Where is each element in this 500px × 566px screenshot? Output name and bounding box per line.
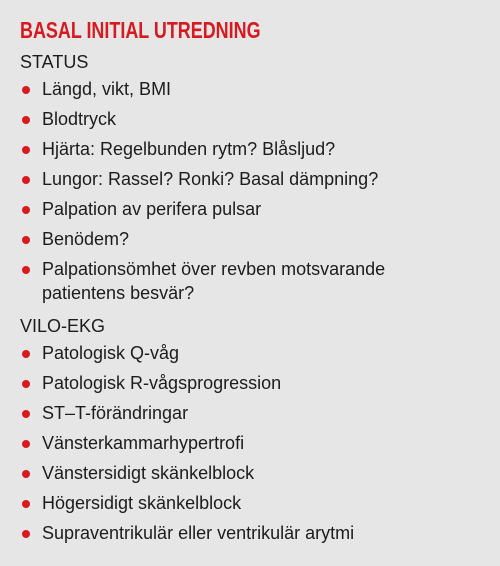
list-item: Lungor: Rassel? Ronki? Basal dämpning? [20, 167, 480, 191]
list-item: Patologisk R-vågsprogression [20, 371, 480, 395]
bullet-icon [22, 440, 30, 448]
bullet-icon [22, 410, 30, 418]
bullet-icon [22, 266, 30, 274]
list-item: Benödem? [20, 227, 480, 251]
bullet-icon [22, 236, 30, 244]
list-item: Vänsterkammarhypertrofi [20, 431, 480, 455]
list-item: Längd, vikt, BMI [20, 77, 480, 101]
list-item: Blodtryck [20, 107, 480, 131]
bullet-icon [22, 86, 30, 94]
list-item: Palpationsömhet över revben motsvarande patientens besvär? [20, 257, 480, 305]
section-heading-status: STATUS [20, 52, 89, 72]
ekg-list [20, 341, 480, 545]
status-list [20, 77, 480, 305]
list-item: Hjärta: Regelbunden rytm? Blåsljud? [20, 137, 480, 161]
bullet-icon [22, 500, 30, 508]
bullet-icon [22, 470, 30, 478]
bullet-icon [22, 116, 30, 124]
list-item: Patologisk Q-våg [20, 341, 480, 365]
bullet-icon [22, 530, 30, 538]
bullet-icon [22, 176, 30, 184]
bullet-icon [22, 206, 30, 214]
list-item: ST–T-förändringar [20, 401, 480, 425]
bullet-icon [22, 146, 30, 154]
list-item: Högersidigt skänkelblock [20, 491, 480, 515]
list-item: Supraventrikulär eller ventrikulär arytmi [20, 521, 480, 545]
box-title: BASAL INITIAL UTREDNING [20, 17, 261, 43]
bullet-icon [22, 380, 30, 388]
list-item: Palpation av perifera pulsar [20, 197, 480, 221]
list-item: Vänstersidigt skänkelblock [20, 461, 480, 485]
section-heading-vilo-ekg: VILO-EKG [20, 316, 106, 336]
bullet-icon [22, 350, 30, 358]
